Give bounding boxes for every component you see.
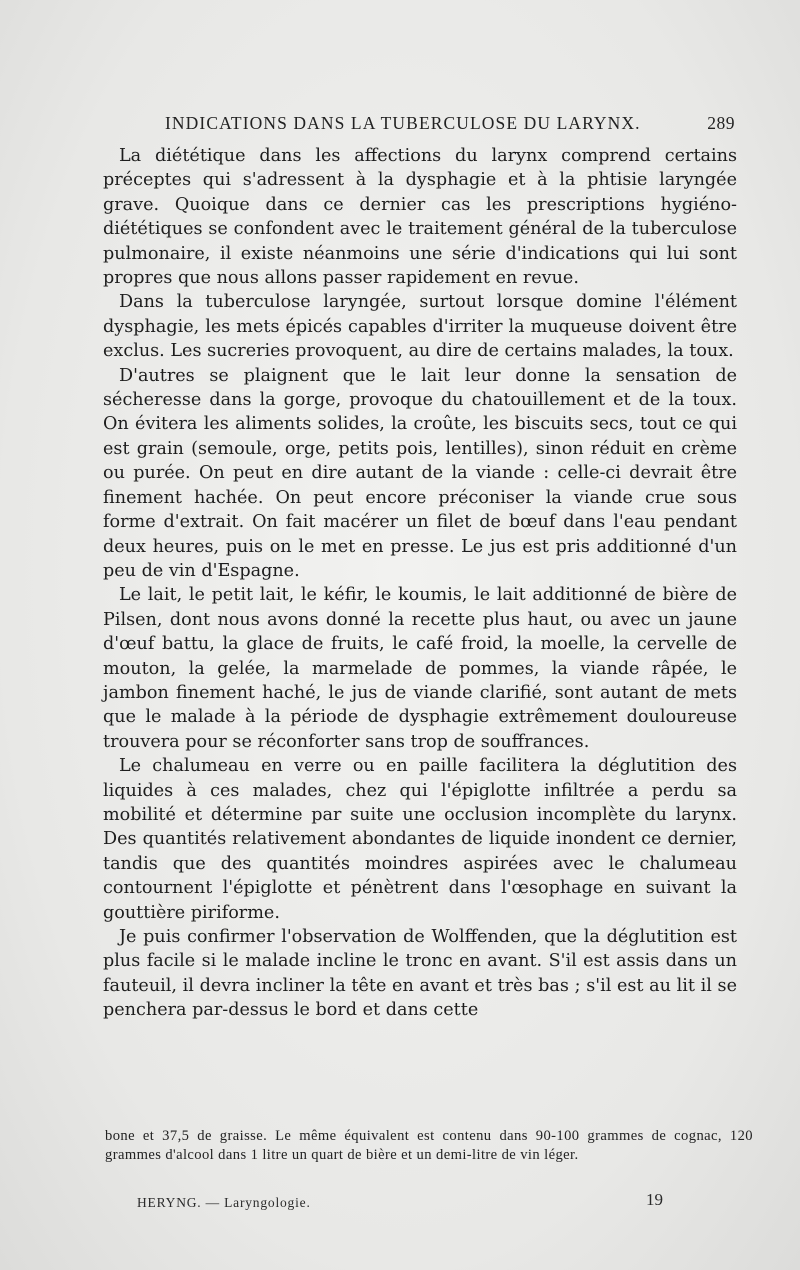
paragraph: D'autres se plaignent que le lait leur donne la sensation de sécheresse dans la gorge, provoque du chatouillement et de la toux. On évitera les aliments solides, la croûte, les biscuits secs, tout ce qui est grain (semoule, orge, petits pois, lentilles), sinon réduit en crème ou purée. On peut en dire autant de la viande : celle-ci devrait être finement hachée. On peut encore préconiser la viande crue sous forme d'extrait. On fait macérer un filet de bœuf dans l'eau pendant deux heures, puis on le met en presse. Le jus est pris additionné d'un peu de vin d'Espagne. bbox=[103, 365, 737, 581]
signature-author-work: HERYNG. — Laryngologie. bbox=[137, 1195, 311, 1210]
running-head-title: INDICATIONS DANS LA TUBERCULOSE DU LARYNX. bbox=[165, 113, 641, 133]
running-head bbox=[105, 113, 735, 141]
paragraph: Le chalumeau en verre ou en paille facilitera la déglutition des liquides à ces malades, chez qui l'épiglotte infiltrée a perdu sa mobilité et détermine par suite une occlusion incomplète du larynx. Des quantités relativement abondantes de liquide inondent ce dernier, tandis que des quantités moindres aspirées avec le chalumeau contournent l'épiglotte et pénètrent dans l'œsophage en suivant la gouttière piriforme. bbox=[103, 756, 737, 923]
signature-sheet-number: 19 bbox=[646, 1190, 663, 1209]
paragraph: Dans la tuberculose laryngée, surtout lorsque domine l'élément dysphagie, les mets épicés capables d'irriter la muqueuse doivent être exclus. Les sucreries provoquent, au dire de certains malades, la toux. bbox=[103, 292, 737, 362]
page-number: 289 bbox=[707, 113, 735, 133]
body-text bbox=[103, 144, 737, 1023]
paragraph: La diététique dans les affections du larynx comprend certains préceptes qui s'adressent à la dysphagie et à la phtisie laryngée grave. Quoique dans ce dernier cas les prescriptions hygiéno-diététiques se confondent avec le traitement général de la tuberculose pulmonaire, il existe néanmoins une série d'indications qui lui sont propres que nous allons passer rapidement en revue. bbox=[103, 146, 737, 289]
footnote: bone et 37,5 de graisse. Le même équivalent est contenu dans 90-100 grammes de cognac, 120 grammes d'alcool dans 1 litre un quart de bière et un demi-litre de vin léger. bbox=[105, 1128, 753, 1163]
paragraph: Le lait, le petit lait, le kéfir, le koumis, le lait additionné de bière de Pilsen, dont nous avons donné la recette plus haut, ou avec un jaune d'œuf battu, la glace de fruits, le café froid, la moelle, la cervelle de mouton, la gelée, la marmelade de pommes, la viande râpée, le jambon finement haché, le jus de viande clarifié, sont autant de mets que le malade à la période de dysphagie extrêmement douloureuse trouvera pour se réconforter sans trop de souffrances. bbox=[103, 585, 737, 752]
paragraph: Je puis confirmer l'observation de Wolffenden, que la déglutition est plus facile si le malade incline le tronc en avant. S'il est assis dans un fauteuil, il devra incliner la tête en avant et très bas ; s'il est au lit il se penchera par-dessus le bord et dans cette bbox=[103, 927, 737, 1021]
